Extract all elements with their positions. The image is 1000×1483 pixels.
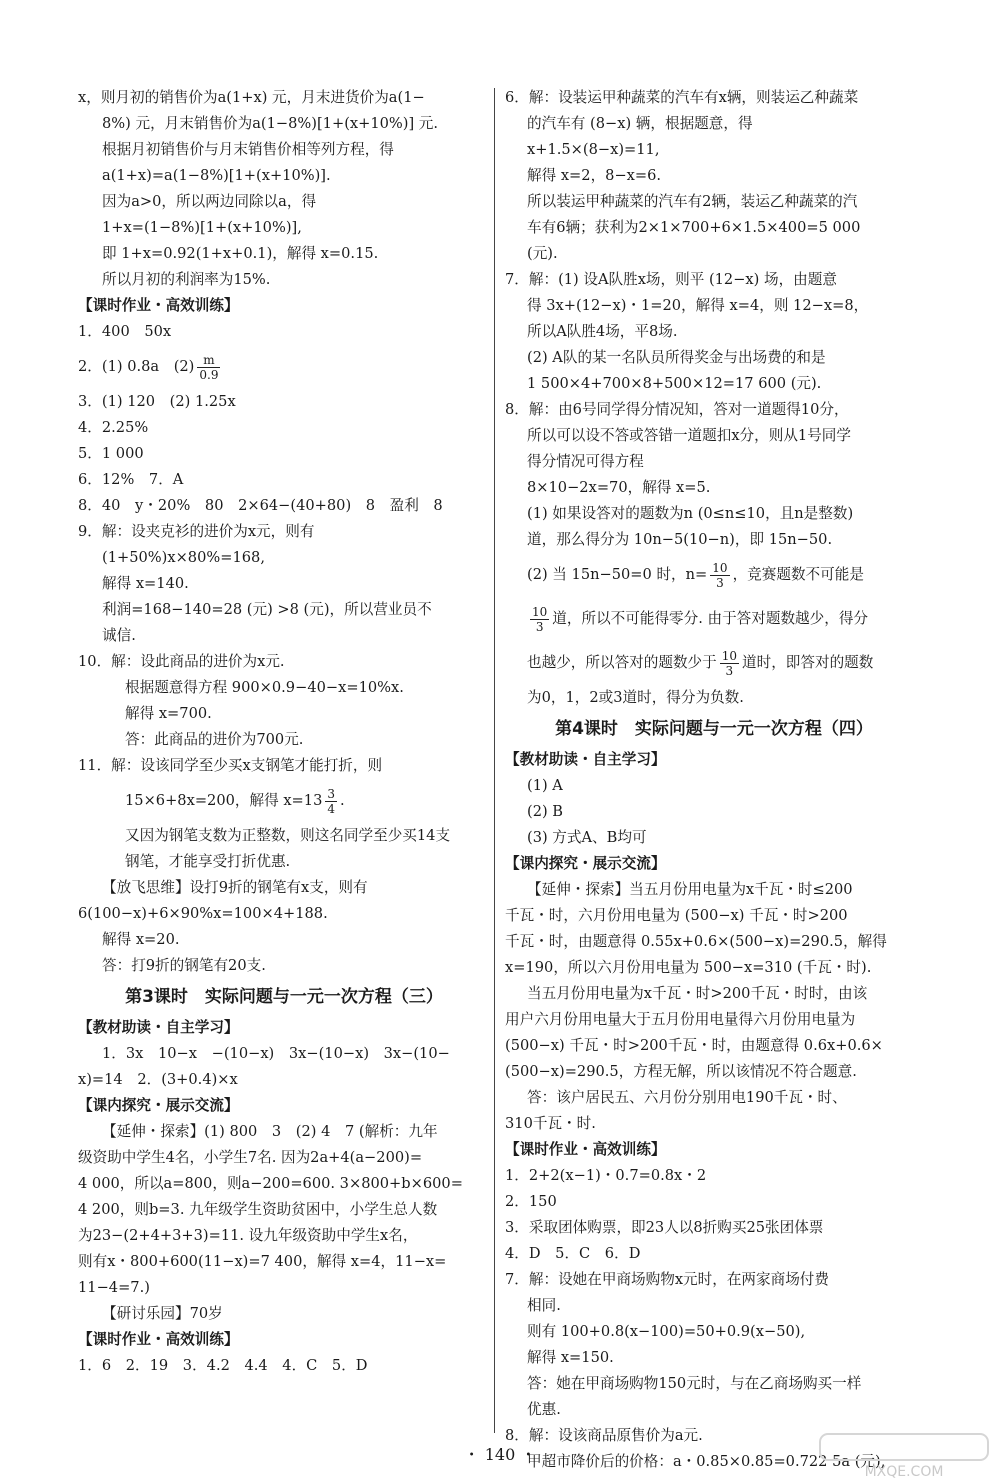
answer-line: 解得 x=20. xyxy=(102,931,180,948)
section-heading: 【课时作业・高效训练】 xyxy=(78,1331,239,1348)
answer-text: (2) 当 15n−50=0 时，n= xyxy=(527,566,708,583)
answer-line: 答：她在甲商场购物150元时，与在乙商场购买一样 xyxy=(527,1375,862,1392)
period: . xyxy=(340,792,345,809)
fraction-numerator: m xyxy=(197,353,220,368)
answer-line: 2．150 xyxy=(505,1193,557,1210)
fraction xyxy=(720,649,739,678)
answer-line: 得分情况可得方程 xyxy=(527,453,644,470)
text-line: 1+x=(1−8%)[1+(x+10%)], xyxy=(102,219,302,236)
answer-text: ，竞赛题数不可能是 xyxy=(732,566,864,583)
answer-line: 利润=168−140=28 (元) >8 (元)，所以营业员不 xyxy=(102,601,432,618)
answer-line: 【研讨乐园】70岁 xyxy=(102,1305,223,1322)
answer-line: 7．解：(1) 设A队胜x场，则平 (12−x) 场，由题意 xyxy=(505,271,837,288)
answer-line: 诚信. xyxy=(102,627,136,644)
section-heading: 【课内探究・展示交流】 xyxy=(78,1097,239,1114)
answer-line: 1．3x 10−x −(10−x) 3x−(10−x) 3x−(10− xyxy=(102,1045,450,1062)
answer-line: 答：打9折的钢笔有20支. xyxy=(102,957,266,974)
answer-line: 甲超市降价后的价格：a・0.85×0.85=0.722 5a (元), xyxy=(527,1453,886,1470)
answer-line: 1．2+2(x−1)・0.7=0.8x・2 xyxy=(505,1167,707,1184)
answer-line: 【延伸・探索】(1) 800 3 (2) 4 7 (解析：九年 xyxy=(102,1123,438,1140)
answer-line: 解得 x=2，8−x=6. xyxy=(527,167,662,184)
right-column xyxy=(505,85,923,1475)
answer-line: 3．(1) 120 (2) 1.25x xyxy=(78,393,236,410)
answer-line: (2) A队的某一名队员所得奖金与出场费的和是 xyxy=(527,349,826,366)
fraction xyxy=(710,561,729,590)
answer-line: 11．解：设该同学至少买x支钢笔才能打折，则 xyxy=(78,757,383,774)
fraction-denominator: 4 xyxy=(327,801,335,816)
answer-line: 钢笔，才能享受打折优惠. xyxy=(125,853,291,870)
text-line: x，则月初的销售价为a(1+x) 元，月末进货价为a(1− xyxy=(78,89,425,106)
text-line: 所以月初的利润率为15%. xyxy=(102,271,271,288)
section-heading: 【课时作业・高效训练】 xyxy=(505,1141,666,1158)
answer-line: 5．1 000 xyxy=(78,445,144,462)
answer-line: 6．12% 7．A xyxy=(78,471,184,488)
fraction-numerator: 3 xyxy=(327,786,335,801)
answer-line: 优惠. xyxy=(527,1401,561,1418)
watermark-text: MXQE.COM xyxy=(864,1464,944,1480)
answer-line: (1) A xyxy=(527,777,563,794)
answer-line: (元). xyxy=(527,245,558,262)
fraction xyxy=(530,605,549,634)
lesson-title: 第4课时 实际问题与一元一次方程（四） xyxy=(555,719,873,739)
text-line: 即 1+x=0.92(1+x+0.1)，解得 x=0.15. xyxy=(102,245,379,262)
answer-line: 所以可以设不答或答错一道题扣x分，则从1号同学 xyxy=(527,427,851,444)
answer-line xyxy=(78,345,490,389)
fraction-denominator: 0.9 xyxy=(199,367,219,382)
answer-line: 9．解：设夹克衫的进价为x元，则有 xyxy=(78,523,315,540)
answer-line: (500−x)=290.5，方程无解，所以该情况不符合题意. xyxy=(505,1063,857,1080)
watermark-logo xyxy=(814,1430,994,1482)
answer-line: 8×10−2x=70，解得 x=5. xyxy=(527,479,711,496)
answer-line: 11−4=7.) xyxy=(78,1279,150,1296)
answer-line: 4．2.25% xyxy=(78,419,149,436)
fraction xyxy=(325,787,337,816)
answer-line: 4 200，则b=3. 九年级学生资助贫困中，小学生总人数 xyxy=(78,1201,438,1218)
section-heading: 【课时作业・高效训练】 xyxy=(78,297,239,314)
answer-line: 解得 x=140. xyxy=(102,575,189,592)
column-divider xyxy=(494,88,495,1433)
answer-line: 千瓦・时，六月份用电量为 (500−x) 千瓦・时>200 xyxy=(505,907,848,924)
answer-line: 310千瓦・时. xyxy=(505,1115,596,1132)
answer-line: 【放飞思维】设打9折的钢笔有x支，则有 xyxy=(102,879,368,896)
answer-line: 解得 x=700. xyxy=(125,705,212,722)
answer-line: 为23−(2+4+3+3)=11. 设九年级资助中学生x名， xyxy=(78,1227,418,1244)
answer-line: 相同. xyxy=(527,1297,561,1314)
answer-line: 1 500×4+700×8+500×12=17 600 (元). xyxy=(527,375,822,392)
answer-line: 3．采取团体购票，即23人以8折购买25张团体票 xyxy=(505,1219,824,1236)
answer-line: 千瓦・时，由题意得 0.55x+0.6×(500−x)=290.5，解得 xyxy=(505,933,887,950)
page-number: ・ 140 ・ xyxy=(463,1445,537,1464)
answer-line xyxy=(505,597,923,641)
answer-line: 又因为钢笔支数为正整数，则这名同学至少买14支 xyxy=(125,827,451,844)
lesson-title: 第3课时 实际问题与一元一次方程（三） xyxy=(125,987,443,1007)
section-heading: 【教材助读・自主学习】 xyxy=(505,751,666,768)
answer-line: 6(100−x)+6×90%x=100×4+188. xyxy=(78,905,328,922)
answer-line: (1+50%)x×80%=168, xyxy=(102,549,265,566)
answer-line xyxy=(505,641,923,685)
answer-line: 则有 100+0.8(x−100)=50+0.9(x−50), xyxy=(527,1323,806,1340)
answer-line: 得 3x+(12−x)・1=20，解得 x=4，则 12−x=8， xyxy=(527,297,869,314)
fraction-denominator: 3 xyxy=(725,663,734,678)
answer-text: 道，所以不可能得零分. 由于答对题数越少，得分 xyxy=(552,610,869,627)
answer-line: 所以A队胜4场，平8场. xyxy=(527,323,678,340)
answer-line: 7．解：设她在甲商场购物x元时，在两家商场付费 xyxy=(505,1271,829,1288)
answer-line: 4 000，所以a=800，则a−200=600. 3×800+b×600= xyxy=(78,1175,463,1192)
answer-line: 的汽车有 (8−x) 辆，根据题意，得 xyxy=(527,115,753,132)
answer-line: (1) 如果设答对的题数为n (0≤n≤10，且n是整数) xyxy=(527,505,854,522)
answer-line: 解得 x=150. xyxy=(527,1349,614,1366)
answer-line: (500−x) 千瓦・时>200千瓦・时，由题意得 0.6x+0.6× xyxy=(505,1037,883,1054)
answer-line: 为0，1，2或3道时，得分为负数. xyxy=(527,689,744,706)
fraction-numerator: 10 xyxy=(712,560,728,575)
answer-line xyxy=(505,553,923,597)
fraction-denominator: 3 xyxy=(716,575,724,590)
answer-line: x)=14 2．(3+0.4)×x xyxy=(78,1071,238,1088)
watermark-frame xyxy=(820,1434,988,1460)
answer-text: 15×6+8x=200，解得 x=13 xyxy=(125,792,323,809)
answer-line: 则有x・800+600(11−x)=7 400，解得 x=4，11−x= xyxy=(78,1253,447,1270)
answer-line: 根据题意得方程 900×0.9−40−x=10%x. xyxy=(125,679,404,696)
answer-line: (3) 方式A、B均可 xyxy=(527,829,647,846)
answer-line: 所以装运甲种蔬菜的汽车有2辆，装运乙种蔬菜的汽 xyxy=(527,193,858,210)
answer-line: 6．解：设装运甲种蔬菜的汽车有x辆，则装运乙种蔬菜 xyxy=(505,89,859,106)
answer-line: 答：该户居民五、六月份分别用电190千瓦・时、 xyxy=(527,1089,847,1106)
text-line: a(1+x)=a(1−8%)[1+(x+10%)]. xyxy=(102,167,331,184)
answer-line: x+1.5×(8−x)=11, xyxy=(527,141,660,158)
answer-line: x=190，所以六月份用电量为 500−x=310 (千瓦・时). xyxy=(505,959,872,976)
section-heading: 【教材助读・自主学习】 xyxy=(78,1019,239,1036)
answer-line: 1．400 50x xyxy=(78,323,172,340)
answer-line: 10．解：设此商品的进价为x元. xyxy=(78,653,285,670)
answer-text: 也越少，所以答对的题数少于 xyxy=(527,654,717,671)
answer-line: 4．D 5．C 6．D xyxy=(505,1245,641,1262)
answer-line: 当五月份用电量为x千瓦・时>200千瓦・时时，由该 xyxy=(527,985,868,1002)
section-heading: 【课内探究・展示交流】 xyxy=(505,855,666,872)
answer-line: 用户六月份用电量大于五月份用电量得六月份用电量为 xyxy=(505,1011,856,1028)
answer-line: 级资助中学生4名，小学生7名. 因为2a+4(a−200)= xyxy=(78,1149,423,1166)
answer-text: 道时，即答对的题数 xyxy=(742,654,874,671)
answer-line: 1．6 2．19 3．4.2 4.4 4．C 5．D xyxy=(78,1357,368,1374)
answer-line: 8．40 y・20% 80 2×64−(40+80) 8 盈利 8 xyxy=(78,497,443,514)
fraction-numerator: 10 xyxy=(721,648,738,663)
fraction-numerator: 10 xyxy=(532,604,548,619)
answer-line: 【延伸・探索】当五月份用电量为x千瓦・时≤200 xyxy=(527,881,853,898)
text-line: 因为a>0，所以两边同除以a，得 xyxy=(102,193,317,210)
answer-line: 答：此商品的进价为700元. xyxy=(125,731,304,748)
answer-line: 道，那么得分为 10n−5(10−n)，即 15n−50. xyxy=(527,531,833,548)
answer-line: 车有6辆；获利为2×1×700+6×1.5×400=5 000 xyxy=(527,219,861,236)
text-line: 8%) 元，月末销售价为a(1−8%)[1+(x+10%)] 元. xyxy=(102,115,439,132)
answer-line: (2) B xyxy=(527,803,564,820)
fraction xyxy=(197,353,220,382)
answer-line xyxy=(78,779,490,823)
left-column xyxy=(78,85,490,1379)
answer-line: 8．解：由6号同学得分情况知，答对一道题得10分， xyxy=(505,401,849,418)
fraction-denominator: 3 xyxy=(535,619,544,634)
answer-text: 2．(1) 0.8a (2) xyxy=(78,358,195,375)
text-line: 根据月初销售价与月末销售价相等列方程，得 xyxy=(102,141,394,158)
answer-line: 8．解：设该商品原售价为a元. xyxy=(505,1427,703,1444)
